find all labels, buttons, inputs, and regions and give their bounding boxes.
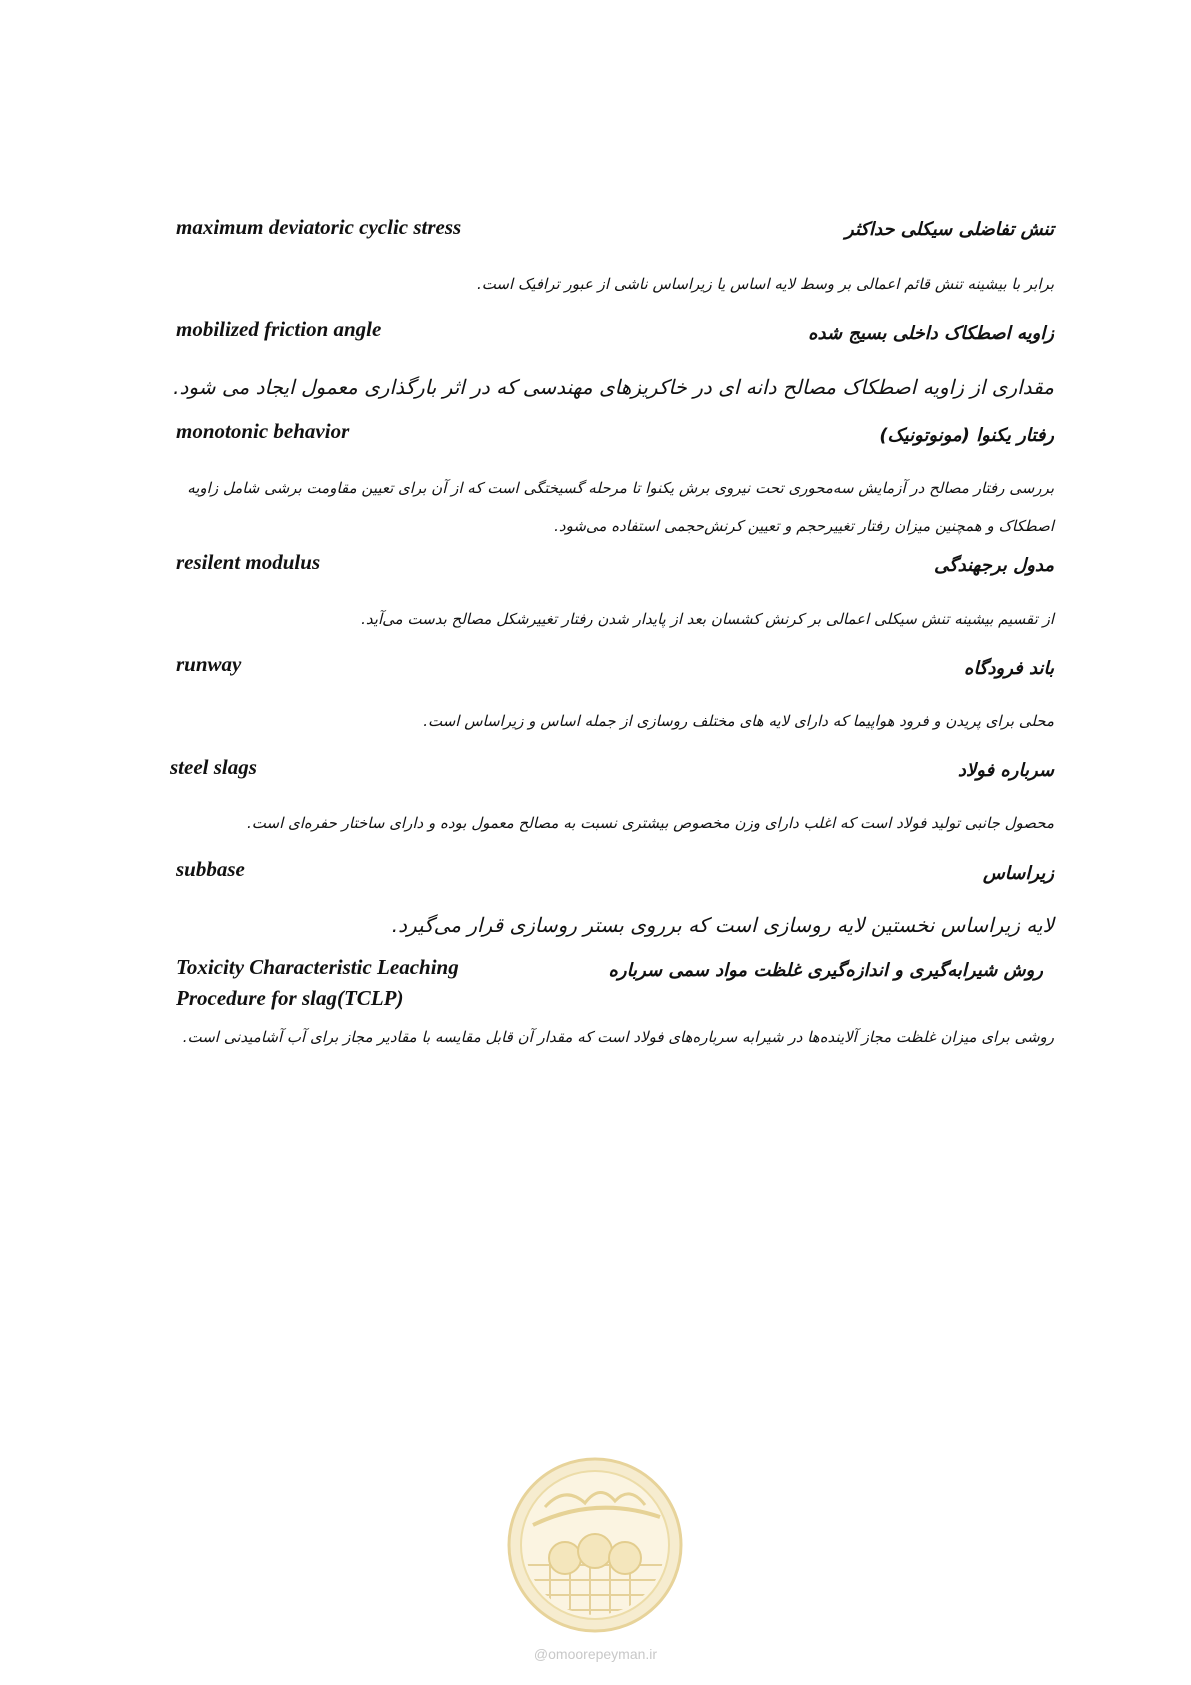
term-persian: باند فرودگاه: [964, 658, 1054, 679]
term-english: monotonic behavior: [176, 419, 350, 443]
term-persian: زیراساس: [982, 863, 1054, 884]
term-persian: تنش تفاضلی سیکلی حداکثر: [845, 219, 1054, 240]
footer-website: @omoorepeyman.ir: [533, 1646, 658, 1662]
term-definition: مقداری از زاویه اصطکاک مصالح دانه ای در خاکریزهای مهندسی که در اثر بارگذاری معمول ایجاد می شود.: [173, 375, 1054, 399]
term-english: mobilized friction angle: [176, 317, 382, 341]
term-definition: محصول جانبی تولید فولاد است که اغلب دارای وزن مخصوص بیشتری نسبت به مصالح معمول بوده و دارای ساختار حفره‌ای است.: [247, 814, 1054, 832]
term-persian: رفتار یکنوا (مونوتونیک): [879, 425, 1054, 446]
term-english: steel slags: [170, 755, 257, 779]
seal-logo-icon: [505, 1455, 685, 1635]
term-definition: روشی برای میزان غلظت مجاز آلاینده‌ها در شیرابه سرباره‌های فولاد است که مقدار آن قابل مقایسه با مقادیر مجاز برای آب آشامیدنی است.: [182, 1028, 1054, 1046]
watermark-seal: [505, 1455, 685, 1635]
term-english: Toxicity Characteristic Leaching Procedure for slag(TCLP): [176, 955, 459, 1010]
term-english: subbase: [176, 857, 245, 881]
term-definition: محلی برای پریدن و فرود هواپیما که دارای لایه های مختلف روسازی از جمله اساس و زیراساس است.: [423, 712, 1054, 730]
term-persian: سرباره فولاد: [957, 760, 1054, 781]
term-definition: بررسی رفتار مصالح در آزمایش سه‌محوری تحت نیروی برش یکنوا تا مرحله گسیختگی است که از آن برای تعیین مقاومت برشی شامل زاویه اصطکاک و همچنین میزان رفتار تغییرحجم و تعیین کرنش‌حجمی استفاده می‌شود.: [187, 479, 1054, 535]
term-definition: لایه زیراساس نخستین لایه روسازی است که برروی بستر روسازی قرار می‌گیرد.: [391, 913, 1054, 937]
term-english: runway: [176, 652, 242, 676]
term-persian: روش شیرابه‌گیری و اندازه‌گیری غلظت مواد سمی سرباره: [608, 960, 1043, 981]
term-persian: زاویه اصطکاک داخلی بسیج شده: [808, 323, 1054, 344]
term-persian: مدول برجهندگی: [934, 555, 1054, 576]
term-definition: از تقسیم بیشینه تنش سیکلی اعمالی بر کرنش کشسان بعد از پایدار شدن رفتار تغییرشکل مصالح بدست می‌آید.: [361, 610, 1054, 628]
term-definition: برابر با بیشینه تنش قائم اعمالی بر وسط لایه اساس یا زیراساس ناشی از عبور ترافیک است.: [476, 275, 1054, 293]
term-english: resilent modulus: [176, 550, 321, 574]
term-english: maximum deviatoric cyclic stress: [176, 215, 462, 239]
